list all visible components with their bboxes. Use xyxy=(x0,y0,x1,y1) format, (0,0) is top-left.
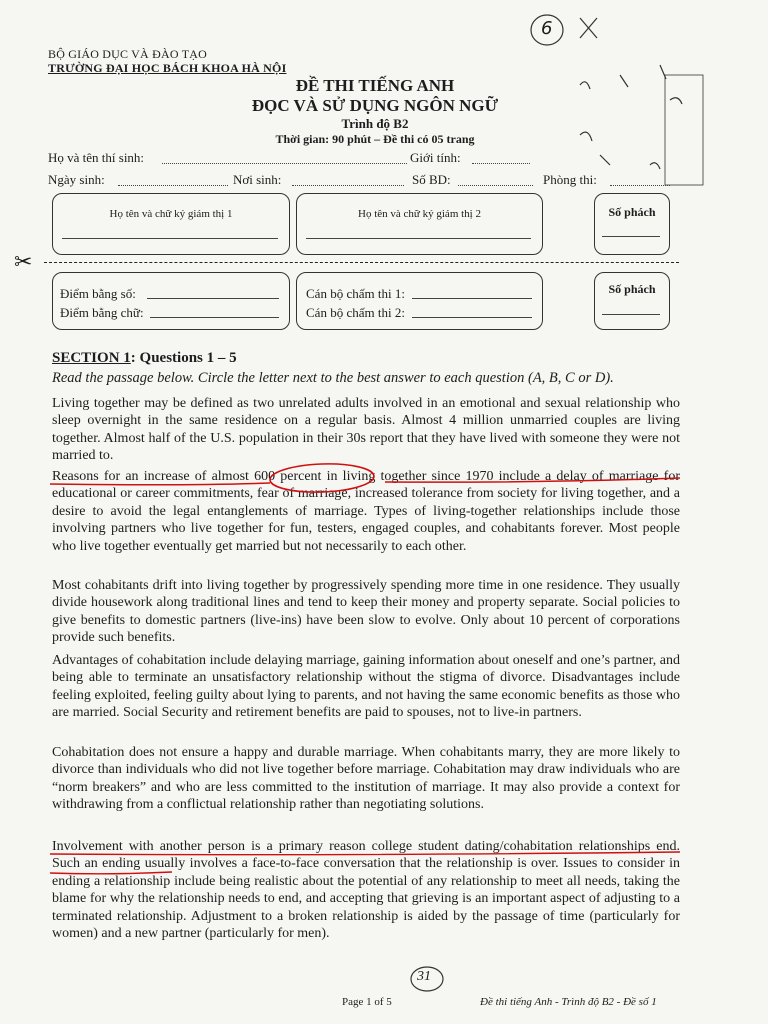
ministry-name: BỘ GIÁO DỤC VÀ ĐÀO TẠO xyxy=(48,47,207,61)
birthplace-label: Nơi sinh: xyxy=(233,172,282,187)
dob-field[interactable] xyxy=(118,175,228,186)
candidate-no-label: Số BD: xyxy=(412,172,451,187)
grader2-label: Cán bộ chấm thi 2: xyxy=(306,305,405,320)
section-heading xyxy=(52,350,237,367)
grader1-line[interactable] xyxy=(412,298,532,299)
paragraph-6: Involvement with another person is a primary reason college student dating/cohabitation relationships end. Such an ending usually involves a face-to-face conversation that the relationship is over. Issues to consider in ending a relationship include being realistic about the potential of any relationship to meet all needs, taking the blame for why the relationship needs to end, and accepting that grieving is an important aspect of adjusting to a terminated relationship. Adjustment to a broken relationship is aided by the passage of time (particularly for women) and a new partner (particularly for men). xyxy=(52,839,680,942)
code-label-bottom: Số phách xyxy=(608,282,656,296)
examiner1-sign-line[interactable] xyxy=(62,238,278,239)
score-text-label: Điểm bằng chữ: xyxy=(60,305,144,320)
gender-label: Giới tính: xyxy=(410,150,461,165)
code-line-bottom[interactable] xyxy=(602,314,660,315)
circled-page-number: 31 xyxy=(417,969,431,984)
handwritten-number: 6 xyxy=(541,18,553,39)
score-text-line[interactable] xyxy=(150,317,279,318)
code-box-bottom xyxy=(594,272,670,330)
room-field[interactable] xyxy=(610,175,670,186)
page-indicator: Page 1 of 5 xyxy=(342,996,392,1008)
name-label: Họ và tên thí sinh: xyxy=(48,150,145,165)
university-name: TRƯỜNG ĐẠI HỌC BÁCH KHOA HÀ NỘI xyxy=(48,61,287,75)
dob-label: Ngày sinh: xyxy=(48,172,105,187)
examiner1-label: Họ tên và chữ ký giám thị 1 xyxy=(109,208,233,220)
paragraph-4: Advantages of cohabitation include delaying marriage, gaining information about oneself and one’s partner, and being able to terminate an unsatisfactory relationship without the stigma of divorce. Disadvantages include feeling exploited, feeling guilty about lying to parents, and not having the same economic benefits as those who are married. Social Security and retirement benefits are paid to spouses, not to live-in partners. xyxy=(52,653,680,721)
examiner2-box xyxy=(296,193,543,255)
birthplace-field[interactable] xyxy=(292,175,404,186)
code-box-top xyxy=(594,193,670,255)
score-num-line[interactable] xyxy=(147,298,279,299)
grader1-label: Cán bộ chấm thi 1: xyxy=(306,286,405,301)
room-label: Phòng thi: xyxy=(543,172,597,187)
exam-subtitle: ĐỌC VÀ SỬ DỤNG NGÔN NGỮ xyxy=(251,96,499,115)
exam-time: Thời gian: 90 phút – Đề thi có 05 trang xyxy=(275,132,475,146)
handwritten-mark-icon xyxy=(525,10,615,50)
examiner1-box xyxy=(52,193,290,255)
gender-field[interactable] xyxy=(472,153,530,164)
name-field[interactable] xyxy=(162,153,407,164)
grader2-line[interactable] xyxy=(412,317,532,318)
paragraph-2: Reasons for an increase of almost 600 percent in living together since 1970 include a delay of marriage for educational or career commitments, fear of marriage, increased tolerance from society for living together, and a desire to avoid the legal entanglements of marriage. Types of living-together relationships include those involving partners who live together for fun, testers, engaged couples, and cohabitants forever. Most people who live together eventually get married but not necessarily to each other. xyxy=(52,469,680,554)
cut-line xyxy=(44,262,679,263)
footer-exam-info: Đề thi tiếng Anh - Trình độ B2 - Đề số 1 xyxy=(480,996,657,1008)
paragraph-5: Cohabitation does not ensure a happy and durable marriage. When cohabitants marry, they are more likely to divorce than individuals who did not live together before marriage. Cohabitation may draw individuals who are “norm breakers” and who are less committed to the institution of marriage. It may also provide a context for withdrawing from a conflictual relationship rather than negotiating solutions. xyxy=(52,745,680,813)
score-num-label: Điểm bằng số: xyxy=(60,286,136,301)
candidate-no-field[interactable] xyxy=(458,175,533,186)
code-line-top[interactable] xyxy=(602,236,660,237)
code-label-top: Số phách xyxy=(608,205,656,219)
section-questions: : Questions 1 – 5 xyxy=(130,350,237,366)
paragraph-3: Most cohabitants drift into living together by progressively spending more time in one residence. They usually divide housework along traditional lines and tend to keep their money and property separate. Social policies to give benefits to domestic partners (live-ins) have been slow to evolve. Only about 10 percent of corporations provide such benefits. xyxy=(52,578,680,646)
paragraph-1: Living together may be defined as two unrelated adults involved in an emotional and sexual relationship who sleep overnight in the same residence on a regular basis. Almost 4 million unmarried couples are living together. Almost half of the U.S. population in their 30s report that they have lived with someone they were not married to. xyxy=(52,396,680,464)
exam-level: Trình độ B2 xyxy=(341,116,409,131)
examiner2-label: Họ tên và chữ ký giám thị 2 xyxy=(358,208,481,220)
red-underline-annotation xyxy=(40,462,690,502)
scissors-icon: ✂ xyxy=(14,250,33,275)
section-title: SECTION 1 xyxy=(52,350,131,366)
exam-title: ĐỀ THI TIẾNG ANH xyxy=(295,76,455,95)
red-underline-annotation-2 xyxy=(40,850,700,882)
section-instruction: Read the passage below. Circle the letter next to the best answer to each question (A, B, C or D). xyxy=(52,370,614,386)
examiner2-sign-line[interactable] xyxy=(306,238,531,239)
